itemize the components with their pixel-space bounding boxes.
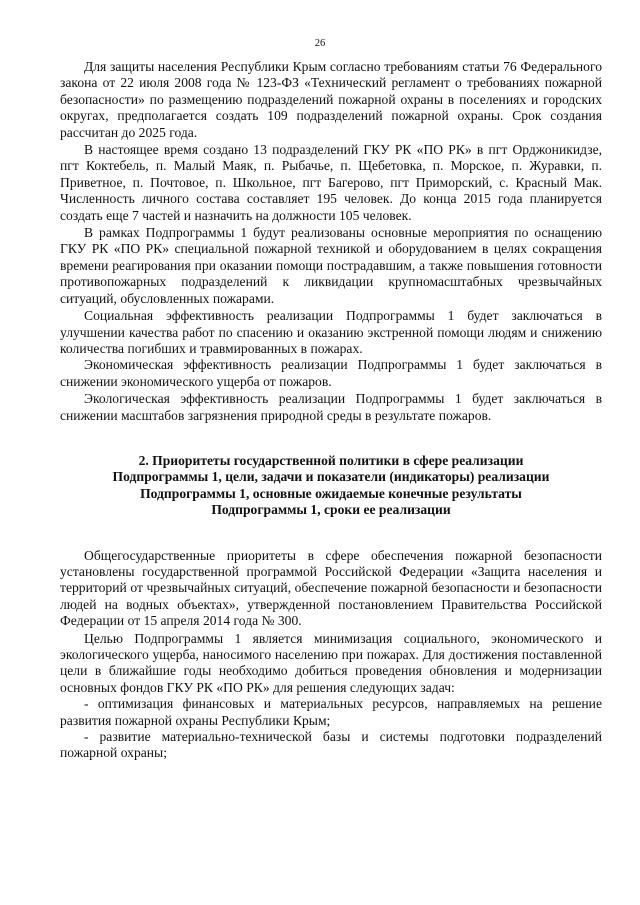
paragraph-economic-efficiency: Экономическая эффективность реализации Подпрограммы 1 будет заключаться в снижении экономического ущерба от пожаров. — [60, 357, 602, 389]
paragraph-subprogram-measures: В рамках Подпрограммы 1 будут реализованы основные мероприятия по оснащению ГКУ РК «ПО РК» специальной пожарной техникой и оборудованием в целях сокращения времени реагирования при оказании помощи пострадавшим, а также повышения готовности противопожарных подразделений к ликвидации крупномасштабных чрезвычайных ситуаций, обусловленных пожарами. — [60, 225, 602, 306]
paragraph-task-optimization: - оптимизация финансовых и материальных ресурсов, направляемых на решение развития пожарной охраны Республики Крым; — [60, 696, 602, 728]
paragraph-state-priorities: Общегосударственные приоритеты в сфере обеспечения пожарной безопасности установлены государственной программой Российской Федерации «Защита населения и территорий от чрезвычайных ситуаций, обеспечение пожарной безопасности и безопасности людей на водных объектах», утвержденной постановлением Правительства Российской Федерации от 15 апреля 2014 года № 300. — [60, 547, 602, 629]
paragraph-task-development: - развитие материально-технической базы и системы подготовки подразделений пожарной охраны; — [60, 729, 602, 761]
paragraph-ecological-efficiency: Экологическая эффективность реализации Подпрограммы 1 будет заключаться в снижении масштабов загрязнения природной среды в результате пожаров. — [60, 391, 602, 423]
paragraph-fire-units-plan: Для защиты населения Республики Крым согласно требованиям статьи 76 Федерального закона от 22 июля 2008 года № 123-ФЗ «Технический регламент о требованиях пожарной безопасности» по размещению подразделений пожарной охраны в поселениях и городских округах, предполагается создать 109 подразделений пожарной охраны. Срок создания рассчитан до 2025 года. — [60, 59, 602, 140]
section-heading-line: Подпрограммы 1, основные ожидаемые конечные результаты — [140, 485, 522, 501]
section-heading-line: Подпрограммы 1, цели, задачи и показатели (индикаторы) реализации — [112, 469, 550, 485]
paragraph-social-efficiency: Социальная эффективность реализации Подпрограммы 1 будет заключаться в улучшении качества работ по спасению и оказанию экстренной помощи людям и снижению количества погибших и травмированных в пожарах. — [60, 308, 602, 356]
section-heading — [60, 453, 602, 519]
paragraph-units-created: В настоящее время создано 13 подразделений ГКУ РК «ПО РК» в пгт Орджоникидзе, пгт Коктебель, п. Малый Маяк, п. Рыбачье, п. Щебетовка, п. Морское, п. Журавки, п. Приветное, п. Почтовое, п. Школьное, пгт Багерово, пгт Приморский, с. Красный Мак. Численность личного состава составляет 195 человек. До конца 2015 года планируется создать еще 7 частей и назначить на должности 105 человек. — [60, 142, 602, 223]
section-heading-line: Подпрограммы 1, сроки ее реализации — [211, 502, 451, 518]
page-number: 26 — [314, 38, 326, 49]
document-body — [60, 59, 602, 762]
paragraph-subprogram-goal: Целью Подпрограммы 1 является минимизация социального, экономического и экологического ущерба, наносимого населению при пожарах. Для достижения поставленной цели в ближайшие годы необходимо добиться проведения обновления и модернизации основных фондов ГКУ РК «ПО РК» для решения следующих задач: — [60, 630, 602, 695]
section-heading-line: 2. Приоритеты государственной политики в сфере реализации — [138, 452, 524, 468]
